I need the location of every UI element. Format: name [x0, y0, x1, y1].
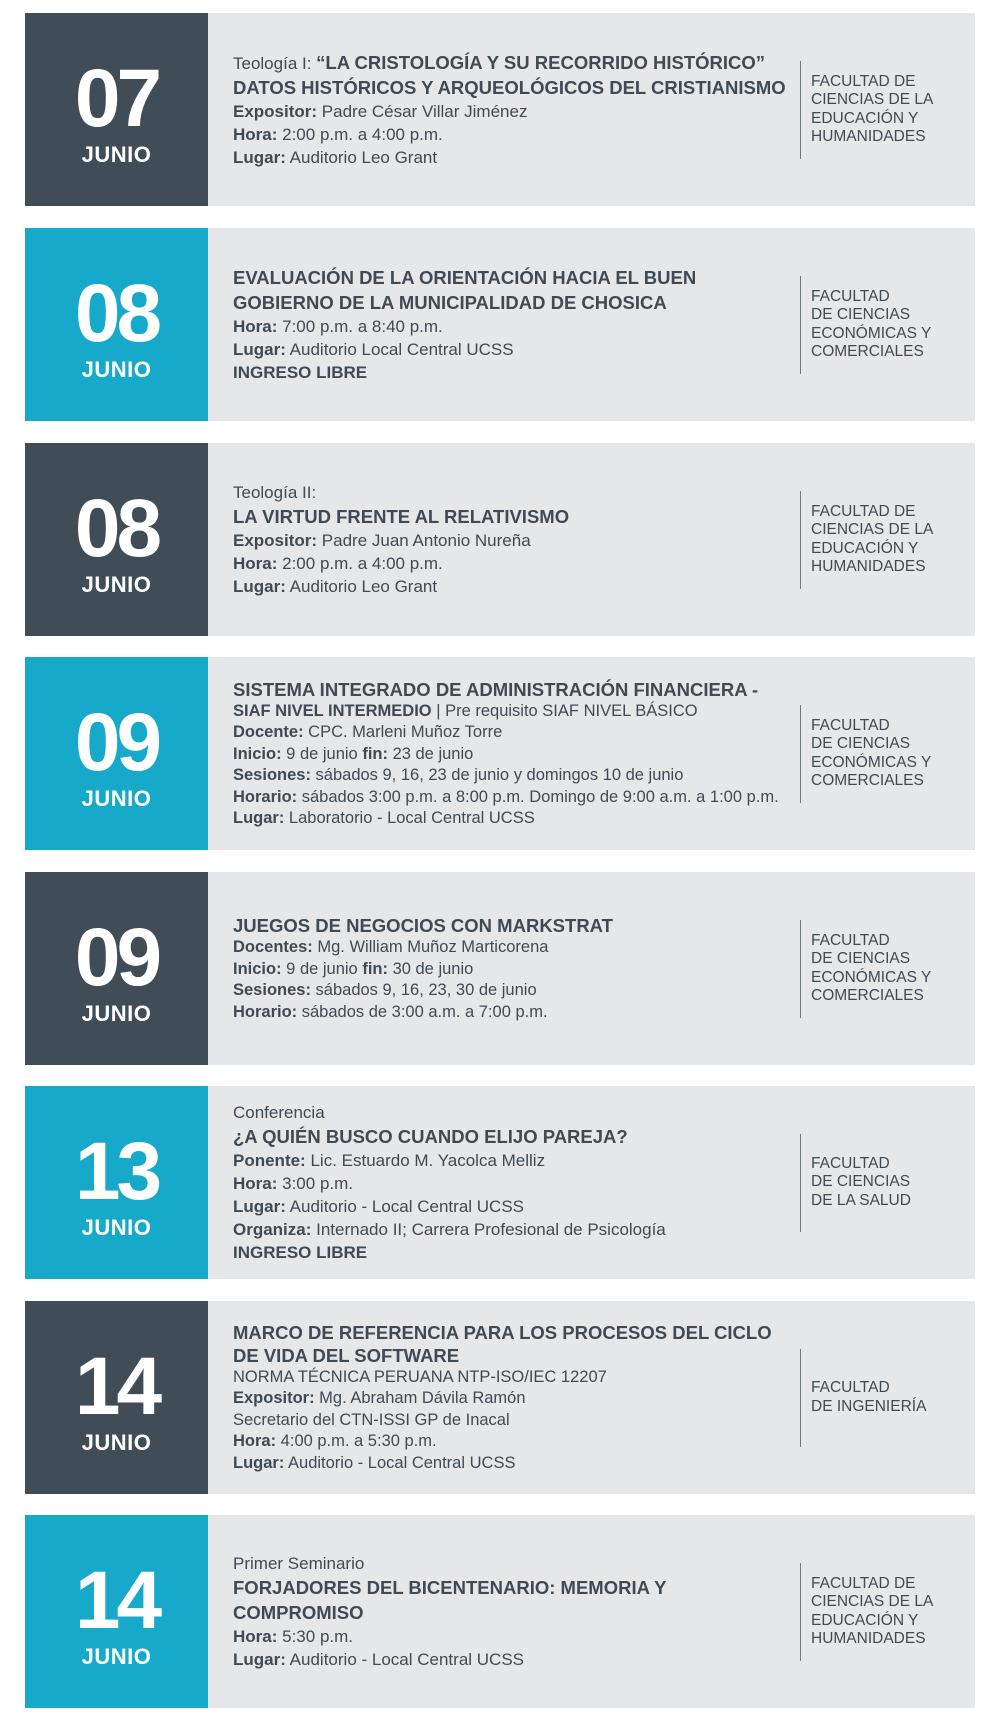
event-field	[233, 1241, 800, 1264]
field-label: Lugar:	[233, 148, 286, 167]
event-month: JUNIO	[81, 141, 152, 167]
field-label: Inicio:	[233, 744, 282, 763]
event-card	[25, 1301, 975, 1494]
field-value: 3:00 p.m.	[277, 1174, 354, 1193]
event-field	[233, 808, 800, 830]
field-value: Lic. Estuardo M. Yacolca Melliz	[305, 1151, 546, 1170]
event-field	[233, 1431, 800, 1453]
event-field	[233, 1625, 800, 1648]
field-value: sábados 9, 16, 23, 30 de junio	[310, 981, 537, 999]
faculty-line: FACULTAD	[811, 1379, 890, 1396]
faculty-line: FACULTAD	[811, 287, 890, 305]
faculty-line: HUMANIDADES	[811, 558, 926, 575]
event-subtitle: Secretario del CTN-ISSI GP de Inacal	[233, 1410, 510, 1429]
event-field	[233, 959, 800, 981]
event-details	[208, 1301, 800, 1494]
event-field	[233, 701, 800, 723]
event-field	[233, 744, 800, 766]
field-value: 4:00 p.m. a 5:30 p.m.	[276, 1432, 437, 1451]
field-label: Hora:	[233, 317, 278, 336]
faculty-name	[811, 717, 931, 791]
event-series: Teología I:	[233, 54, 317, 73]
field-label: Hora:	[233, 1627, 278, 1646]
field-value: 2:00 p.m. a 4:00 p.m.	[277, 554, 443, 573]
faculty-line: EDUCACIÓN Y	[811, 539, 919, 557]
event-field	[233, 529, 800, 552]
event-subtitle: NORMA TÉCNICA PERUANA NTP-ISO/IEC 12207	[233, 1367, 607, 1386]
event-title	[233, 50, 800, 75]
field-label: fin:	[362, 959, 388, 978]
event-field	[233, 787, 800, 809]
event-field	[233, 1149, 800, 1172]
event-field	[233, 1172, 800, 1195]
faculty-name	[811, 288, 931, 362]
event-field	[233, 338, 800, 361]
event-details	[208, 13, 800, 206]
event-day: 07	[74, 52, 159, 144]
event-title: JUEGOS DE NEGOCIOS CON MARKSTRAT	[233, 915, 613, 936]
event-field	[233, 1453, 800, 1475]
event-field	[233, 146, 800, 169]
event-title: DATOS HISTÓRICOS Y ARQUEOLÓGICOS DEL CRISTIANISMO	[233, 77, 786, 98]
faculty-label	[801, 1301, 975, 1494]
field-label: Lugar:	[233, 1197, 286, 1216]
field-value: Laboratorio - Local Central UCSS	[284, 809, 535, 827]
event-title: LA VIRTUD FRENTE AL RELATIVISMO	[233, 506, 570, 527]
event-details	[208, 872, 800, 1065]
event-month: JUNIO	[81, 1643, 152, 1669]
faculty-line: HUMANIDADES	[811, 128, 926, 145]
date-block	[25, 443, 208, 636]
faculty-line: EDUCACIÓN Y	[811, 109, 919, 127]
field-value: Padre Juan Antonio Nureña	[317, 531, 531, 550]
faculty-name	[811, 73, 933, 147]
event-title: MARCO DE REFERENCIA PARA LOS PROCESOS DEL CICLO DE VIDA DEL SOFTWARE	[233, 1321, 772, 1366]
faculty-line: FACULTAD DE	[811, 72, 916, 90]
faculty-line: HUMANIDADES	[811, 1630, 926, 1647]
field-value: sábados 9, 16, 23 de junio y domingos 10 de junio	[310, 766, 684, 784]
event-field	[233, 937, 800, 959]
field-label: Expositor:	[233, 1389, 315, 1408]
event-title: ¿A QUIÉN BUSCO CUANDO ELIJO PAREJA?	[233, 1126, 628, 1147]
event-month: JUNIO	[81, 1214, 152, 1240]
faculty-line: DE CIENCIAS	[811, 735, 911, 752]
faculty-line: EDUCACIÓN Y	[811, 1611, 919, 1629]
date-block	[25, 872, 208, 1065]
faculty-line: FACULTAD DE	[811, 1574, 916, 1592]
event-card	[25, 13, 975, 206]
faculty-line: CIENCIAS DE LA	[811, 91, 934, 108]
event-month: JUNIO	[81, 356, 152, 382]
event-field	[233, 1002, 800, 1024]
field-label: Horario:	[233, 787, 298, 806]
field-label: Expositor:	[233, 102, 318, 121]
field-label: fin:	[362, 744, 388, 763]
faculty-name	[811, 503, 933, 577]
date-block	[25, 13, 208, 206]
field-label: Lugar:	[233, 577, 286, 596]
field-value: 23 de junio	[387, 744, 474, 763]
field-value: Internado II; Carrera Profesional de Psicología	[311, 1220, 666, 1239]
event-field	[233, 1195, 800, 1218]
event-day: 13	[74, 1125, 159, 1217]
field-label: Lugar:	[233, 1453, 285, 1472]
event-field	[233, 1218, 800, 1241]
event-month: JUNIO	[81, 1429, 152, 1455]
faculty-label	[801, 872, 975, 1065]
faculty-line: FACULTAD	[811, 1154, 890, 1172]
event-details	[208, 1515, 800, 1708]
event-day: 08	[74, 482, 159, 574]
faculty-name	[811, 1379, 926, 1416]
faculty-label	[801, 1515, 975, 1708]
field-label: Lugar:	[233, 340, 286, 359]
field-label: Horario:	[233, 1002, 298, 1021]
event-details	[208, 228, 800, 421]
event-subtitle: Conferencia	[233, 1103, 325, 1122]
event-field	[233, 722, 800, 744]
faculty-label	[801, 1086, 975, 1279]
event-title: SISTEMA INTEGRADO DE ADMINISTRACIÓN FINANCIERA -	[233, 678, 759, 700]
faculty-line: FACULTAD DE	[811, 502, 916, 520]
event-field	[233, 765, 800, 787]
event-details	[208, 443, 800, 636]
event-field	[233, 361, 800, 384]
event-day: 09	[74, 911, 159, 1003]
field-value: 5:30 p.m.	[277, 1627, 354, 1646]
event-field	[233, 980, 800, 1002]
event-subtitle: Teología II:	[233, 483, 317, 502]
field-value: | Pre requisito SIAF NIVEL BÁSICO	[431, 701, 698, 720]
field-value: 30 de junio	[387, 959, 474, 978]
faculty-line: DE LA SALUD	[811, 1191, 911, 1209]
faculty-line: FACULTAD	[811, 716, 890, 734]
faculty-line: FACULTAD	[811, 931, 890, 949]
faculty-label	[801, 228, 975, 421]
faculty-line: ECONÓMICAS Y	[811, 324, 932, 342]
field-label: Sesiones:	[233, 766, 311, 784]
field-label: INGRESO LIBRE	[233, 363, 368, 382]
date-block	[25, 1301, 208, 1494]
event-card	[25, 443, 975, 636]
event-field	[233, 1648, 800, 1671]
field-value: 9 de junio	[281, 959, 363, 978]
faculty-line: DE CIENCIAS	[811, 306, 911, 323]
field-label: Docentes:	[233, 938, 313, 956]
event-field	[233, 575, 800, 598]
faculty-name	[811, 1155, 911, 1211]
event-card	[25, 1515, 975, 1708]
field-label: Hora:	[233, 554, 278, 573]
event-subtitle: Primer Seminario	[233, 1554, 365, 1573]
faculty-line: COMERCIALES	[811, 772, 924, 789]
faculty-line: DE CIENCIAS	[811, 950, 911, 967]
event-day: 09	[74, 696, 159, 788]
faculty-name	[811, 1575, 933, 1649]
field-value: Auditorio - Local Central UCSS	[285, 1197, 524, 1216]
event-month: JUNIO	[81, 1000, 152, 1026]
event-field	[233, 552, 800, 575]
field-label: Organiza:	[233, 1220, 312, 1239]
date-block	[25, 657, 208, 850]
event-title: FORJADORES DEL BICENTENARIO: MEMORIA Y COMPROMISO	[233, 1577, 667, 1623]
event-title-text: “LA CRISTOLOGÍA Y SU RECORRIDO HISTÓRICO”	[316, 52, 766, 73]
field-value: sábados de 3:00 a.m. a 7:00 p.m.	[297, 1002, 548, 1021]
field-label: Sesiones:	[233, 981, 311, 999]
field-label: Expositor:	[233, 531, 318, 550]
field-label: Docente:	[233, 723, 304, 741]
event-details	[208, 1086, 800, 1279]
field-label: Hora:	[233, 1432, 277, 1451]
event-month: JUNIO	[81, 785, 152, 811]
faculty-line: COMERCIALES	[811, 987, 924, 1004]
event-day: 08	[74, 267, 159, 359]
faculty-label	[801, 657, 975, 850]
event-month: JUNIO	[81, 571, 152, 597]
field-value: Auditorio - Local Central UCSS	[285, 1650, 524, 1669]
event-field	[233, 123, 800, 146]
event-details	[208, 657, 800, 850]
field-label: SIAF NIVEL INTERMEDIO	[233, 701, 432, 720]
field-value: Auditorio - Local Central UCSS	[284, 1453, 516, 1472]
field-value: 9 de junio	[281, 744, 363, 763]
faculty-line: DE INGENIERÍA	[811, 1397, 927, 1415]
event-card	[25, 228, 975, 421]
faculty-line: ECONÓMICAS Y	[811, 753, 932, 771]
faculty-line: ECONÓMICAS Y	[811, 968, 932, 986]
faculty-line: CIENCIAS DE LA	[811, 521, 934, 538]
field-value: 2:00 p.m. a 4:00 p.m.	[277, 125, 443, 144]
date-block	[25, 1086, 208, 1279]
field-value: CPC. Marleni Muñoz Torre	[303, 723, 503, 741]
date-block	[25, 228, 208, 421]
faculty-label	[801, 443, 975, 636]
field-label: Hora:	[233, 1174, 278, 1193]
field-value: Padre César Villar Jiménez	[317, 102, 528, 121]
field-label: Hora:	[233, 125, 278, 144]
date-block	[25, 1515, 208, 1708]
event-title: EVALUACIÓN DE LA ORIENTACIÓN HACIA EL BUEN GOBIERNO DE LA MUNICIPALIDAD DE CHOSICA	[233, 267, 697, 313]
field-value: sábados 3:00 p.m. a 8:00 p.m. Domingo de 9:00 a.m. a 1:00 p.m.	[297, 787, 779, 806]
field-value: Auditorio Local Central UCSS	[285, 340, 514, 359]
event-card	[25, 1086, 975, 1279]
event-field	[233, 1388, 800, 1410]
event-card	[25, 872, 975, 1065]
faculty-line: CIENCIAS DE LA	[811, 1593, 934, 1610]
event-day: 14	[74, 1554, 159, 1646]
event-field	[233, 100, 800, 123]
field-label: Inicio:	[233, 959, 282, 978]
event-day: 14	[74, 1340, 159, 1432]
field-value: Mg. Abraham Dávila Ramón	[314, 1389, 526, 1408]
faculty-line: DE CIENCIAS	[811, 1173, 911, 1191]
field-value: Auditorio Leo Grant	[285, 577, 438, 596]
field-value: 7:00 p.m. a 8:40 p.m.	[277, 317, 443, 336]
field-value: Auditorio Leo Grant	[285, 148, 438, 167]
field-label: Lugar:	[233, 1650, 286, 1669]
field-value: Mg. William Muñoz Marticorena	[312, 938, 549, 956]
field-label: INGRESO LIBRE	[233, 1243, 368, 1262]
field-label: Ponente:	[233, 1151, 306, 1170]
faculty-name	[811, 932, 931, 1006]
field-label: Lugar:	[233, 809, 285, 827]
faculty-label	[801, 13, 975, 206]
faculty-line: COMERCIALES	[811, 343, 924, 360]
event-card	[25, 657, 975, 850]
event-field	[233, 315, 800, 338]
